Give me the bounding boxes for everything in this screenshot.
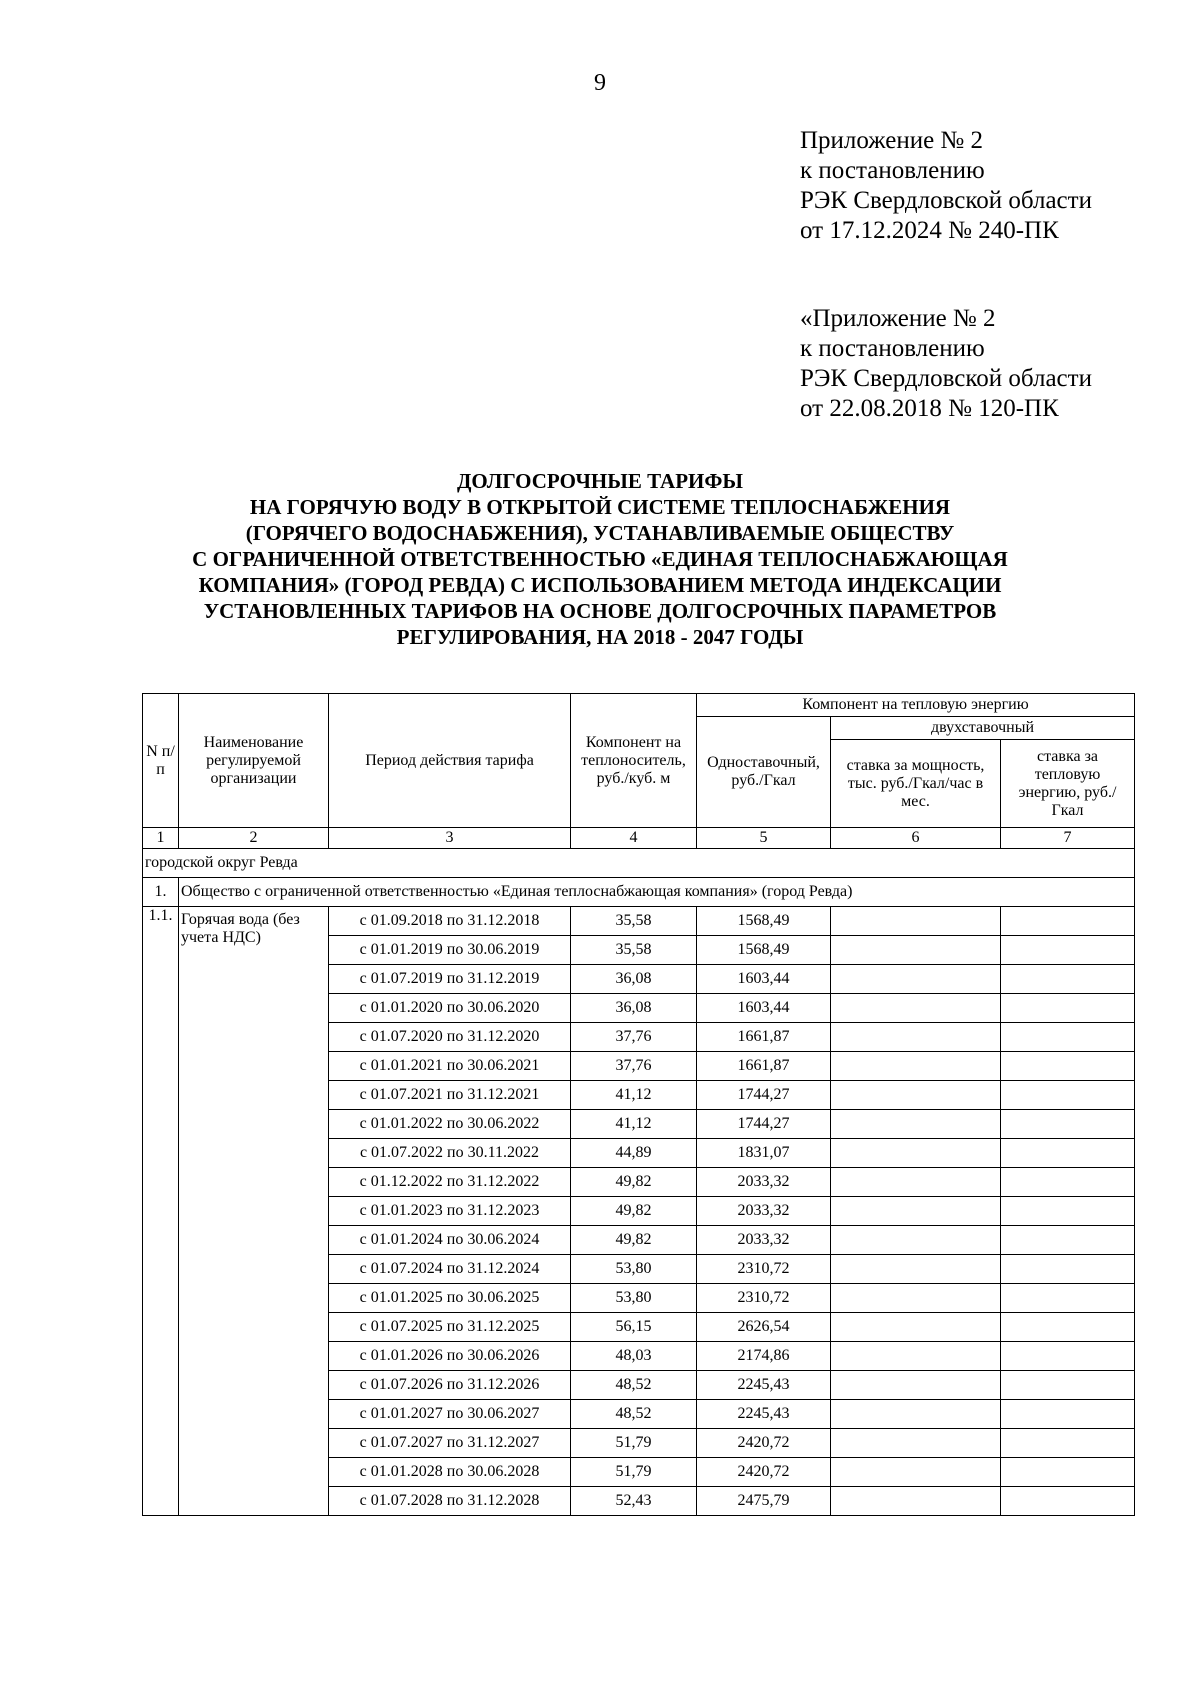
single-rate-cell: 2245,43 [697, 1400, 831, 1429]
header-carrier: Компонент на теплоноситель, руб./куб. м [571, 694, 697, 828]
capacity-cell [831, 1458, 1001, 1487]
single-rate-cell: 2626,54 [697, 1313, 831, 1342]
period-cell: с 01.01.2021 по 30.06.2021 [329, 1052, 571, 1081]
carrier-cell: 53,80 [571, 1284, 697, 1313]
carrier-cell: 51,79 [571, 1429, 697, 1458]
capacity-cell [831, 1487, 1001, 1516]
capacity-cell [831, 1139, 1001, 1168]
organization-row [143, 878, 1135, 907]
energy-rate-cell [1001, 1458, 1135, 1487]
capacity-cell [831, 1023, 1001, 1052]
annex-current-line1: Приложение № 2 [800, 127, 984, 154]
capacity-cell [831, 936, 1001, 965]
annex-original-line4: от 22.08.2018 № 120-ПК [800, 395, 1059, 422]
period-cell: с 01.07.2028 по 31.12.2028 [329, 1487, 571, 1516]
title-line: НА ГОРЯЧУЮ ВОДУ В ОТКРЫТОЙ СИСТЕМЕ ТЕПЛОСНАБЖЕНИЯ [249, 495, 951, 519]
single-rate-cell: 1568,49 [697, 936, 831, 965]
carrier-cell: 35,58 [571, 936, 697, 965]
item-num: 1.1. [143, 907, 179, 1516]
annex-current-line2: к постановлению [800, 157, 985, 184]
annex-original-line3: РЭК Свердловской области [800, 365, 1092, 392]
carrier-cell: 56,15 [571, 1313, 697, 1342]
energy-rate-cell [1001, 965, 1135, 994]
annex-original-line2: к постановлению [800, 335, 985, 362]
carrier-cell: 49,82 [571, 1226, 697, 1255]
energy-rate-cell [1001, 907, 1135, 936]
capacity-cell [831, 1313, 1001, 1342]
annex-original-line1: «Приложение № 2 [800, 305, 996, 332]
capacity-cell [831, 1342, 1001, 1371]
single-rate-cell: 1661,87 [697, 1023, 831, 1052]
single-rate-cell: 2033,32 [697, 1226, 831, 1255]
title-line: КОМПАНИЯ» (ГОРОД РЕВДА) С ИСПОЛЬЗОВАНИЕМ МЕТОДА ИНДЕКСАЦИИ [198, 573, 1002, 597]
capacity-cell [831, 1226, 1001, 1255]
energy-rate-cell [1001, 1168, 1135, 1197]
single-rate-cell: 2420,72 [697, 1429, 831, 1458]
carrier-cell: 41,12 [571, 1081, 697, 1110]
title-line: (ГОРЯЧЕГО ВОДОСНАБЖЕНИЯ), УСТАНАВЛИВАЕМЫЕ ОБЩЕСТВУ [245, 521, 955, 545]
period-cell: с 01.07.2024 по 31.12.2024 [329, 1255, 571, 1284]
period-cell: с 01.01.2028 по 30.06.2028 [329, 1458, 571, 1487]
energy-rate-cell [1001, 1226, 1135, 1255]
column-number: 5 [697, 828, 831, 849]
single-rate-cell: 2420,72 [697, 1458, 831, 1487]
period-cell: с 01.07.2027 по 31.12.2027 [329, 1429, 571, 1458]
column-number: 6 [831, 828, 1001, 849]
page-number: 9 [594, 70, 606, 96]
period-cell: с 01.07.2022 по 30.11.2022 [329, 1139, 571, 1168]
period-cell: с 01.07.2025 по 31.12.2025 [329, 1313, 571, 1342]
energy-rate-cell [1001, 1371, 1135, 1400]
capacity-cell [831, 965, 1001, 994]
single-rate-cell: 2310,72 [697, 1255, 831, 1284]
single-rate-cell: 1603,44 [697, 994, 831, 1023]
period-cell: с 01.01.2024 по 30.06.2024 [329, 1226, 571, 1255]
capacity-cell [831, 1255, 1001, 1284]
carrier-cell: 37,76 [571, 1023, 697, 1052]
single-rate-cell: 1744,27 [697, 1110, 831, 1139]
energy-rate-cell [1001, 1197, 1135, 1226]
annex-current-line4: от 17.12.2024 № 240-ПК [800, 217, 1059, 244]
single-rate-cell: 1603,44 [697, 965, 831, 994]
period-cell: с 01.07.2026 по 31.12.2026 [329, 1371, 571, 1400]
carrier-cell: 53,80 [571, 1255, 697, 1284]
header-row-1 [143, 694, 1135, 717]
column-number: 2 [179, 828, 329, 849]
carrier-cell: 35,58 [571, 907, 697, 936]
carrier-cell: 48,03 [571, 1342, 697, 1371]
energy-rate-cell [1001, 994, 1135, 1023]
capacity-cell [831, 1110, 1001, 1139]
district-name: городской округ Ревда [143, 849, 1135, 878]
single-rate-cell: 2174,86 [697, 1342, 831, 1371]
title-line: УСТАНОВЛЕННЫХ ТАРИФОВ НА ОСНОВЕ ДОЛГОСРОЧНЫХ ПАРАМЕТРОВ [203, 599, 997, 623]
header-single: Одноставочный, руб./Гкал [697, 717, 831, 828]
period-cell: с 01.07.2021 по 31.12.2021 [329, 1081, 571, 1110]
table-row [143, 907, 1135, 936]
carrier-cell: 44,89 [571, 1139, 697, 1168]
header-period: Период действия тарифа [329, 694, 571, 828]
carrier-cell: 37,76 [571, 1052, 697, 1081]
header-two-part: двухставочный [831, 717, 1135, 740]
single-rate-cell: 1744,27 [697, 1081, 831, 1110]
header-heat-group: Компонент на тепловую энергию [697, 694, 1135, 717]
energy-rate-cell [1001, 936, 1135, 965]
capacity-cell [831, 907, 1001, 936]
period-cell: с 01.09.2018 по 31.12.2018 [329, 907, 571, 936]
period-cell: с 01.01.2025 по 30.06.2025 [329, 1284, 571, 1313]
column-numbers-row [143, 828, 1135, 849]
period-cell: с 01.07.2019 по 31.12.2019 [329, 965, 571, 994]
column-number: 7 [1001, 828, 1135, 849]
single-rate-cell: 2033,32 [697, 1197, 831, 1226]
carrier-cell: 49,82 [571, 1197, 697, 1226]
period-cell: с 01.01.2020 по 30.06.2020 [329, 994, 571, 1023]
energy-rate-cell [1001, 1487, 1135, 1516]
district-row [143, 849, 1135, 878]
carrier-cell: 51,79 [571, 1458, 697, 1487]
carrier-cell: 36,08 [571, 965, 697, 994]
single-rate-cell: 2033,32 [697, 1168, 831, 1197]
header-num: N п/п [143, 694, 179, 828]
single-rate-cell: 2475,79 [697, 1487, 831, 1516]
period-cell: с 01.01.2019 по 30.06.2019 [329, 936, 571, 965]
single-rate-cell: 2245,43 [697, 1371, 831, 1400]
annex-original [800, 304, 1092, 424]
annex-current [800, 126, 1092, 246]
title-line: РЕГУЛИРОВАНИЯ, НА 2018 - 2047 ГОДЫ [396, 625, 804, 649]
annex-current-line3: РЭК Свердловской области [800, 187, 1092, 214]
period-cell: с 01.01.2023 по 31.12.2023 [329, 1197, 571, 1226]
period-cell: с 01.01.2022 по 30.06.2022 [329, 1110, 571, 1139]
header-energy: ставка за тепловую энергию, руб./Гкал [1001, 740, 1135, 828]
capacity-cell [831, 1168, 1001, 1197]
capacity-cell [831, 1429, 1001, 1458]
organization-num: 1. [143, 878, 179, 907]
carrier-cell: 52,43 [571, 1487, 697, 1516]
period-cell: с 01.07.2020 по 31.12.2020 [329, 1023, 571, 1052]
period-cell: с 01.01.2027 по 30.06.2027 [329, 1400, 571, 1429]
capacity-cell [831, 1284, 1001, 1313]
tariff-table [142, 693, 1135, 1516]
item-name: Горячая вода (без учета НДС) [179, 907, 329, 1516]
energy-rate-cell [1001, 1313, 1135, 1342]
single-rate-cell: 2310,72 [697, 1284, 831, 1313]
carrier-cell: 36,08 [571, 994, 697, 1023]
title-line: ДОЛГОСРОЧНЫЕ ТАРИФЫ [456, 469, 744, 493]
energy-rate-cell [1001, 1255, 1135, 1284]
column-number: 3 [329, 828, 571, 849]
energy-rate-cell [1001, 1284, 1135, 1313]
header-org: Наименование регулируемой организации [179, 694, 329, 828]
period-cell: с 01.12.2022 по 31.12.2022 [329, 1168, 571, 1197]
single-rate-cell: 1831,07 [697, 1139, 831, 1168]
column-number: 1 [143, 828, 179, 849]
document-title [0, 468, 1200, 650]
capacity-cell [831, 1400, 1001, 1429]
carrier-cell: 41,12 [571, 1110, 697, 1139]
capacity-cell [831, 1371, 1001, 1400]
energy-rate-cell [1001, 1342, 1135, 1371]
energy-rate-cell [1001, 1400, 1135, 1429]
energy-rate-cell [1001, 1429, 1135, 1458]
energy-rate-cell [1001, 1081, 1135, 1110]
period-cell: с 01.01.2026 по 30.06.2026 [329, 1342, 571, 1371]
energy-rate-cell [1001, 1052, 1135, 1081]
organization-name: Общество с ограниченной ответственностью «Единая теплоснабжающая компания» (город Ревда) [179, 878, 1135, 907]
column-number: 4 [571, 828, 697, 849]
capacity-cell [831, 1081, 1001, 1110]
energy-rate-cell [1001, 1139, 1135, 1168]
single-rate-cell: 1568,49 [697, 907, 831, 936]
energy-rate-cell [1001, 1023, 1135, 1052]
capacity-cell [831, 1197, 1001, 1226]
carrier-cell: 49,82 [571, 1168, 697, 1197]
title-line: С ОГРАНИЧЕННОЙ ОТВЕТСТВЕННОСТЬЮ «ЕДИНАЯ ТЕПЛОСНАБЖАЮЩАЯ [192, 547, 1008, 571]
header-capacity: ставка за мощность, тыс. руб./Гкал/час в мес. [831, 740, 1001, 828]
single-rate-cell: 1661,87 [697, 1052, 831, 1081]
energy-rate-cell [1001, 1110, 1135, 1139]
carrier-cell: 48,52 [571, 1371, 697, 1400]
capacity-cell [831, 1052, 1001, 1081]
capacity-cell [831, 994, 1001, 1023]
carrier-cell: 48,52 [571, 1400, 697, 1429]
